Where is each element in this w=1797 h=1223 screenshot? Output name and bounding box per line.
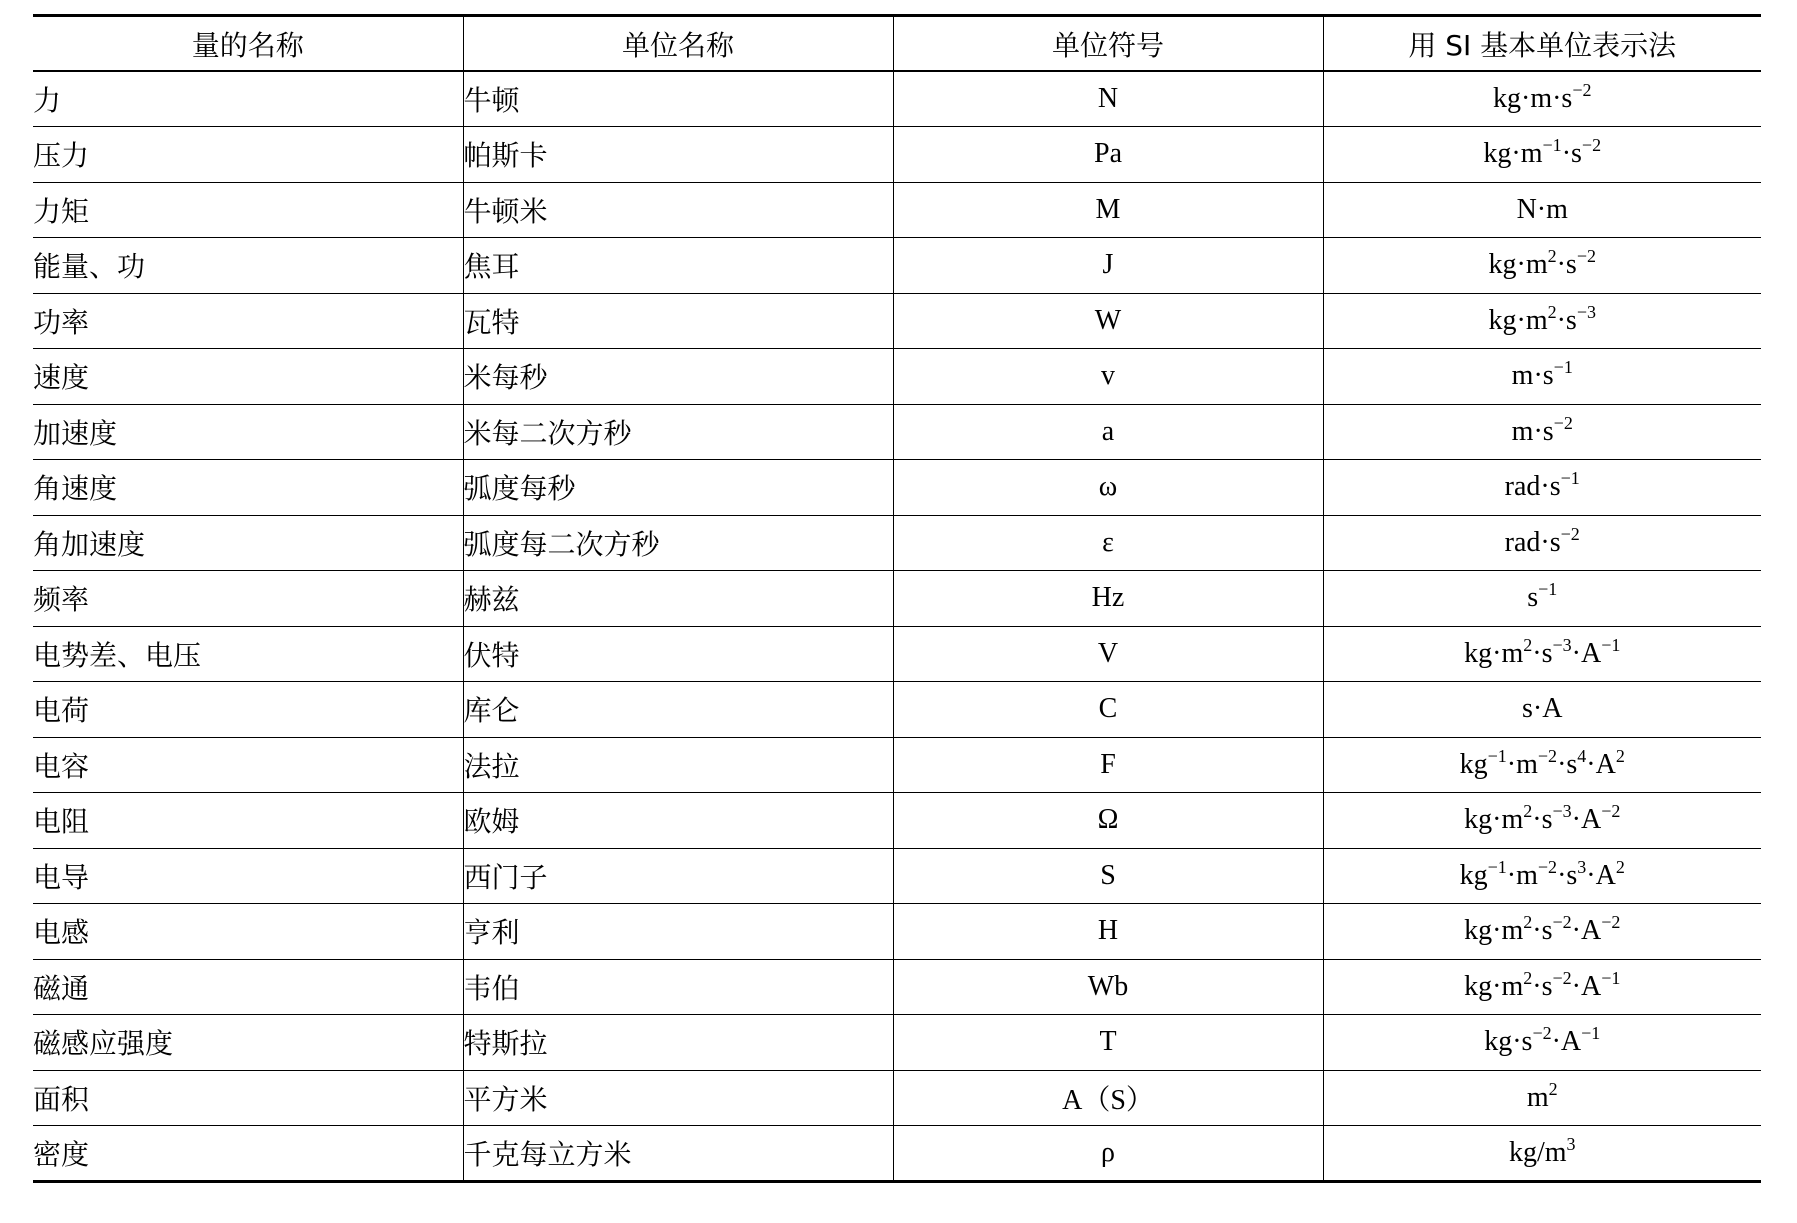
quantity-name-cell: 电势差、电压 (33, 626, 463, 682)
si-base-exponent: −2 (1601, 801, 1621, 822)
si-base-term: kg·m (1464, 637, 1524, 669)
unit-name-cell: 赫兹 (463, 571, 893, 627)
si-base-exponent: −2 (1581, 135, 1602, 156)
si-base-expression-cell (1323, 571, 1761, 627)
unit-name-cell: 西门子 (463, 848, 893, 904)
table-row (33, 127, 1761, 183)
unit-symbol-cell: Wb (893, 959, 1323, 1015)
si-base-expression-cell (1323, 460, 1761, 516)
si-base-exponent: −2 (1537, 856, 1558, 877)
unit-name-cell: 牛顿米 (463, 182, 893, 238)
unit-name-cell: 千克每立方米 (463, 1126, 893, 1182)
unit-symbol-cell: Hz (893, 571, 1323, 627)
unit-name-cell: 库仑 (463, 682, 893, 738)
quantity-name-cell: 能量、功 (33, 238, 463, 294)
si-base-exponent: 2 (1523, 967, 1533, 988)
si-base-exponent: −2 (1576, 246, 1596, 267)
unit-name-cell: 平方米 (463, 1070, 893, 1126)
table-row (33, 460, 1761, 516)
si-base-term: kg·m (1488, 304, 1548, 336)
si-base-exponent: −1 (1601, 634, 1621, 655)
si-base-exponent: 2 (1523, 801, 1533, 822)
table-row (33, 238, 1761, 294)
si-base-term: kg·m (1483, 138, 1543, 170)
si-base-exponent: 2 (1523, 634, 1533, 655)
si-base-term: ·m (1506, 748, 1538, 780)
si-base-term: ·A (1571, 804, 1602, 836)
unit-name-cell: 法拉 (463, 737, 893, 793)
si-base-term: kg (1459, 859, 1488, 891)
table-row (33, 904, 1761, 960)
unit-name-cell: 瓦特 (463, 293, 893, 349)
table-row (33, 515, 1761, 571)
si-base-term: ·m (1506, 859, 1538, 891)
quantity-name-cell: 力 (33, 71, 463, 127)
unit-symbol-cell: S (893, 848, 1323, 904)
unit-symbol-cell: A（S） (893, 1070, 1323, 1126)
si-base-term: kg·s (1484, 1026, 1533, 1058)
si-base-expression-cell (1323, 238, 1761, 294)
si-base-term: kg/m (1508, 1136, 1567, 1168)
unit-name-cell: 亨利 (463, 904, 893, 960)
unit-name-cell: 特斯拉 (463, 1015, 893, 1071)
si-base-exponent: 3 (1577, 856, 1587, 877)
table-row (33, 571, 1761, 627)
header-unit-name: 单位名称 (463, 16, 893, 72)
unit-name-cell: 韦伯 (463, 959, 893, 1015)
si-base-term: ·A (1571, 970, 1602, 1002)
si-base-expression-cell (1323, 959, 1761, 1015)
unit-symbol-cell: Pa (893, 127, 1323, 183)
unit-symbol-cell: V (893, 626, 1323, 682)
table-row (33, 682, 1761, 738)
si-base-exponent: −3 (1552, 801, 1572, 822)
si-base-term: ·A (1571, 637, 1602, 669)
si-base-expression-cell (1323, 1015, 1761, 1071)
si-base-exponent: −2 (1560, 523, 1580, 544)
si-base-term: m·s (1511, 415, 1554, 447)
si-base-term: s (1527, 582, 1539, 614)
quantity-name-cell: 角速度 (33, 460, 463, 516)
si-base-exponent: −1 (1487, 856, 1507, 877)
si-base-term: rad·s (1504, 526, 1561, 558)
si-units-table (33, 14, 1761, 1183)
unit-symbol-cell: ω (893, 460, 1323, 516)
unit-symbol-cell: ρ (893, 1126, 1323, 1182)
table-row (33, 1070, 1761, 1126)
si-base-expression-cell (1323, 848, 1761, 904)
si-base-exponent: 2 (1548, 1078, 1558, 1099)
si-base-expression-cell (1323, 293, 1761, 349)
unit-symbol-cell: M (893, 182, 1323, 238)
table-row (33, 182, 1761, 238)
si-base-expression-cell (1323, 1070, 1761, 1126)
quantity-name-cell: 加速度 (33, 404, 463, 460)
unit-symbol-cell: N (893, 71, 1323, 127)
si-base-term: m (1526, 1081, 1549, 1113)
si-base-exponent: −1 (1542, 135, 1562, 156)
si-base-term: kg·m (1464, 915, 1524, 947)
table-body (33, 71, 1761, 1181)
unit-name-cell: 欧姆 (463, 793, 893, 849)
unit-symbol-cell: C (893, 682, 1323, 738)
si-base-exponent: −1 (1487, 745, 1507, 766)
quantity-name-cell: 电荷 (33, 682, 463, 738)
quantity-name-cell: 面积 (33, 1070, 463, 1126)
table-row (33, 848, 1761, 904)
table-row (33, 626, 1761, 682)
unit-name-cell: 米每秒 (463, 349, 893, 405)
unit-name-cell: 焦耳 (463, 238, 893, 294)
si-base-exponent: 2 (1547, 246, 1557, 267)
quantity-name-cell: 磁感应强度 (33, 1015, 463, 1071)
si-base-exponent: 3 (1566, 1133, 1576, 1154)
si-base-term: ·A (1571, 915, 1602, 947)
si-base-expression-cell (1323, 737, 1761, 793)
si-base-term: ·s (1557, 859, 1578, 891)
si-base-exponent: −2 (1552, 967, 1572, 988)
table-row (33, 71, 1761, 127)
si-base-exponent: −2 (1601, 912, 1621, 933)
si-base-exponent: 2 (1615, 745, 1625, 766)
si-base-expression-cell (1323, 349, 1761, 405)
si-base-exponent: 2 (1615, 856, 1625, 877)
quantity-name-cell: 密度 (33, 1126, 463, 1182)
header-quantity-name: 量的名称 (33, 16, 463, 72)
si-base-term: rad·s (1504, 471, 1561, 503)
si-base-term: ·A (1586, 859, 1616, 891)
quantity-name-cell: 频率 (33, 571, 463, 627)
header-unit-symbol: 单位符号 (893, 16, 1323, 72)
si-base-expression-cell (1323, 404, 1761, 460)
si-base-expression-cell (1323, 682, 1761, 738)
si-base-term: ·s (1556, 304, 1577, 336)
si-base-term: kg·m·s (1493, 83, 1573, 114)
unit-symbol-cell: W (893, 293, 1323, 349)
quantity-name-cell: 功率 (33, 293, 463, 349)
quantity-name-cell: 速度 (33, 349, 463, 405)
quantity-name-cell: 电容 (33, 737, 463, 793)
table-row (33, 293, 1761, 349)
unit-name-cell: 弧度每秒 (463, 460, 893, 516)
table-row (33, 1126, 1761, 1182)
quantity-name-cell: 力矩 (33, 182, 463, 238)
si-base-exponent: −2 (1572, 80, 1592, 100)
si-base-term: ·s (1561, 138, 1582, 170)
si-base-term: kg·m (1488, 249, 1548, 281)
unit-symbol-cell: T (893, 1015, 1323, 1071)
si-base-expression-cell (1323, 127, 1761, 183)
table-row (33, 959, 1761, 1015)
unit-symbol-cell: a (893, 404, 1323, 460)
si-base-exponent: 2 (1523, 912, 1533, 933)
si-base-term: kg (1459, 748, 1488, 780)
table-row (33, 1015, 1761, 1071)
unit-symbol-cell: v (893, 349, 1323, 405)
si-base-term: N·m (1516, 193, 1568, 225)
si-base-expression-cell (1323, 182, 1761, 238)
si-base-term: ·A (1551, 1026, 1582, 1058)
si-base-term: ·s (1532, 970, 1553, 1002)
si-base-exponent: −2 (1537, 745, 1558, 766)
si-base-expression-cell (1323, 904, 1761, 960)
si-base-exponent: 2 (1547, 301, 1557, 322)
table-row (33, 793, 1761, 849)
table-row (33, 737, 1761, 793)
si-base-term: s·A (1522, 693, 1563, 725)
si-base-expression-cell (1323, 1126, 1761, 1182)
si-base-term: ·s (1556, 249, 1577, 281)
si-base-exponent: −1 (1538, 579, 1558, 600)
quantity-name-cell: 电导 (33, 848, 463, 904)
unit-symbol-cell: J (893, 238, 1323, 294)
unit-name-cell: 伏特 (463, 626, 893, 682)
si-base-exponent: 4 (1577, 745, 1587, 766)
si-base-expression-cell (1323, 515, 1761, 571)
quantity-name-cell: 电感 (33, 904, 463, 960)
si-base-exponent: −1 (1601, 967, 1621, 988)
si-base-exponent: −2 (1532, 1023, 1552, 1044)
si-base-expression-cell (1323, 626, 1761, 682)
si-base-expression-cell (1323, 793, 1761, 849)
unit-name-cell: 牛顿 (463, 71, 893, 127)
unit-symbol-cell: H (893, 904, 1323, 960)
header-si-base-expression: 用 SI 基本单位表示法 (1323, 16, 1761, 72)
si-base-term: kg·m (1464, 970, 1524, 1002)
table-row (33, 349, 1761, 405)
si-base-exponent: −1 (1581, 1023, 1601, 1044)
si-base-term: ·s (1532, 804, 1553, 836)
table-header-row (33, 16, 1761, 72)
quantity-name-cell: 压力 (33, 127, 463, 183)
si-base-exponent: −3 (1576, 301, 1596, 322)
si-base-exponent: −1 (1560, 468, 1580, 489)
si-base-exponent: −3 (1552, 634, 1572, 655)
si-base-term: m·s (1511, 360, 1554, 392)
quantity-name-cell: 磁通 (33, 959, 463, 1015)
si-base-term: ·s (1532, 915, 1553, 947)
si-base-exponent: −2 (1553, 412, 1573, 433)
si-base-term: ·A (1586, 748, 1616, 780)
si-base-exponent: −1 (1553, 357, 1573, 378)
unit-name-cell: 帕斯卡 (463, 127, 893, 183)
unit-name-cell: 弧度每二次方秒 (463, 515, 893, 571)
table-row (33, 404, 1761, 460)
si-base-term: ·s (1532, 637, 1553, 669)
unit-symbol-cell: Ω (893, 793, 1323, 849)
unit-symbol-cell: F (893, 737, 1323, 793)
quantity-name-cell: 角加速度 (33, 515, 463, 571)
unit-name-cell: 米每二次方秒 (463, 404, 893, 460)
si-base-exponent: −2 (1552, 912, 1572, 933)
unit-symbol-cell: ε (893, 515, 1323, 571)
quantity-name-cell: 电阻 (33, 793, 463, 849)
si-base-term: kg·m (1464, 804, 1524, 836)
si-base-expression-cell (1323, 71, 1761, 127)
si-base-term: ·s (1557, 748, 1578, 780)
